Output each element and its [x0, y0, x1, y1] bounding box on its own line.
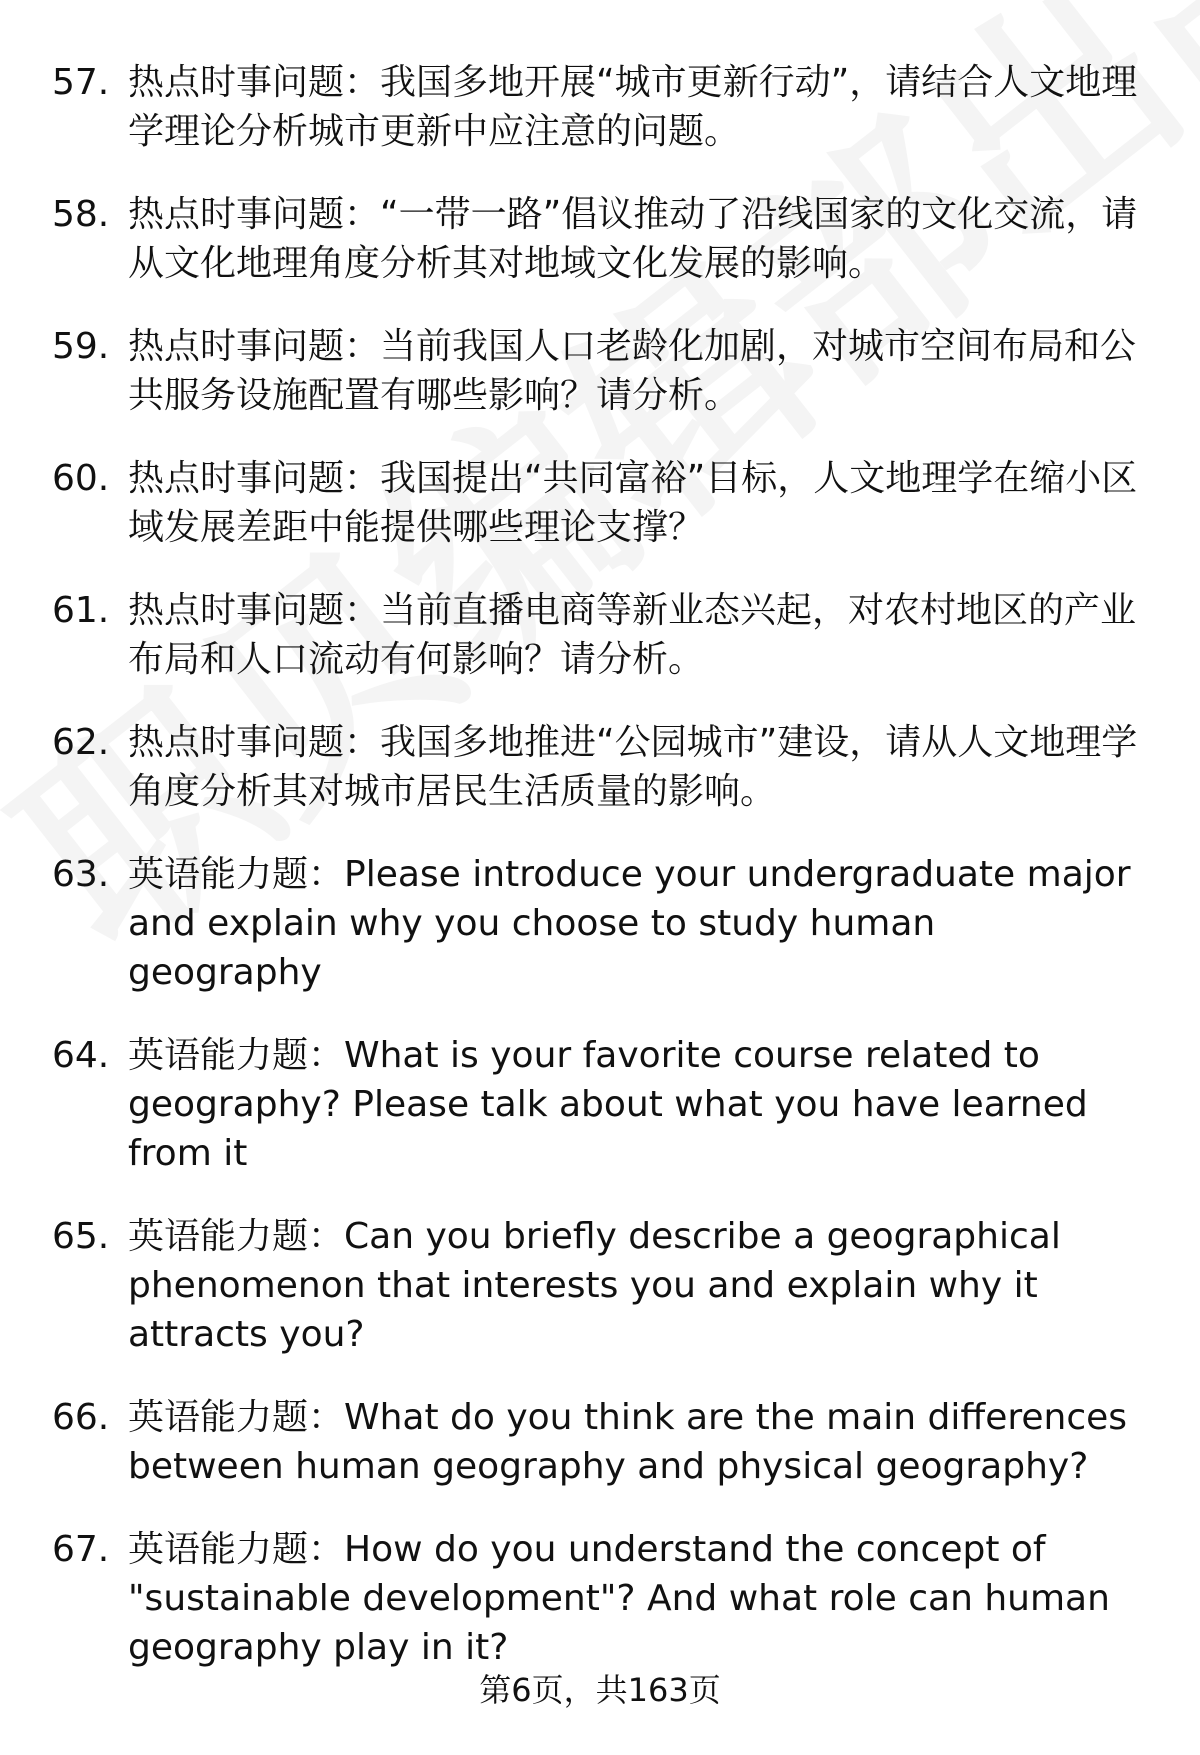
question-item — [0, 1393, 1200, 1491]
question-item — [0, 322, 1200, 420]
question-text: 英语能力题：What do you think are the main differences between human geography and physical geography? — [128, 1397, 1128, 1487]
question-text: 热点时事问题：我国多地开展“城市更新行动”，请结合人文地理学理论分析城市更新中应注意的问题。 — [128, 62, 1138, 152]
question-text: 英语能力题：What is your favorite course related to geography? Please talk about what you have learned from it — [128, 1035, 1088, 1174]
question-item — [0, 190, 1200, 288]
question-text: 热点时事问题：我国多地推进“公园城市”建设，请从人文地理学角度分析其对城市居民生活质量的影响。 — [128, 722, 1138, 812]
question-item — [0, 718, 1200, 816]
question-number: 61. — [52, 590, 110, 631]
question-number: 67. — [52, 1529, 110, 1570]
question-number: 57. — [52, 62, 110, 103]
question-text: 热点时事问题：当前我国人口老龄化加剧，对城市空间布局和公共服务设施配置有哪些影响？请分析。 — [128, 326, 1137, 416]
question-number: 66. — [52, 1397, 110, 1438]
question-item — [0, 586, 1200, 684]
question-text: 英语能力题：Please introduce your undergraduate major and explain why you choose to study human geography — [128, 854, 1131, 993]
question-text: 热点时事问题：当前直播电商等新业态兴起，对农村地区的产业布局和人口流动有何影响？请分析。 — [128, 590, 1137, 680]
question-text: 热点时事问题：我国提出“共同富裕”目标，人文地理学在缩小区域发展差距中能提供哪些理论支撑？ — [128, 458, 1138, 548]
page-footer — [0, 1670, 1200, 1710]
question-item — [0, 850, 1200, 997]
question-number: 63. — [52, 854, 110, 895]
question-text: 英语能力题：Can you briefly describe a geographical phenomenon that interests you and explain why it attracts you? — [128, 1216, 1061, 1355]
question-number: 59. — [52, 326, 110, 367]
question-text: 热点时事问题：“一带一路”倡议推动了沿线国家的文化交流，请从文化地理角度分析其对地域文化发展的影响。 — [128, 194, 1138, 284]
question-number: 64. — [52, 1035, 110, 1076]
question-item — [0, 58, 1200, 156]
question-text: 英语能力题：How do you understand the concept of "sustainable development"? And what role can human geography play in it? — [128, 1529, 1110, 1668]
question-item — [0, 1525, 1200, 1672]
question-item — [0, 454, 1200, 552]
question-number: 62. — [52, 722, 110, 763]
question-item — [0, 1031, 1200, 1178]
page-number-label: 第6页，共163页 — [479, 1671, 721, 1709]
question-item — [0, 1212, 1200, 1359]
question-number: 60. — [52, 458, 110, 499]
question-number: 58. — [52, 194, 110, 235]
question-list — [0, 58, 1200, 1706]
question-number: 65. — [52, 1216, 110, 1257]
